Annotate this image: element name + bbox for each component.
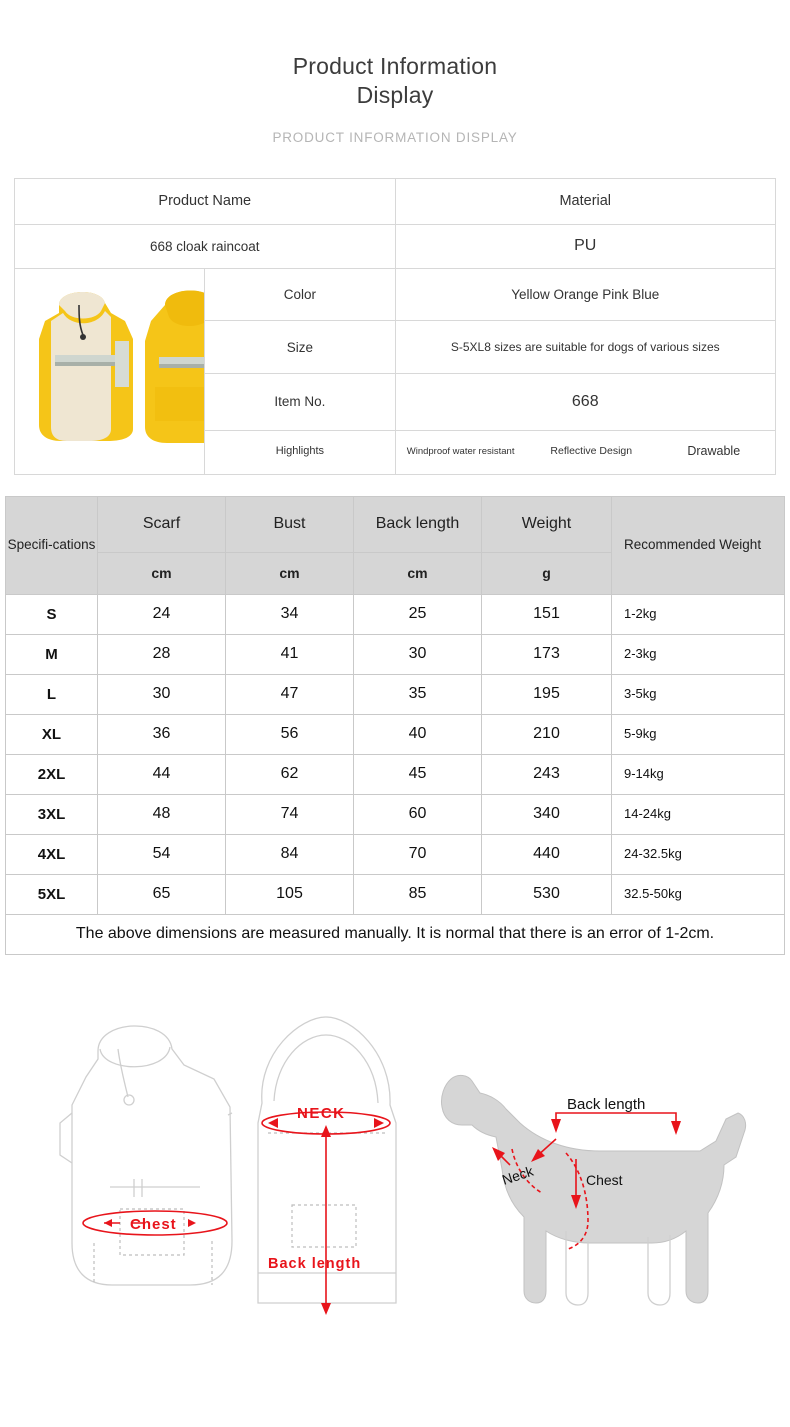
table-row	[6, 754, 785, 794]
col-header-specifications	[6, 496, 98, 594]
cell-size: L	[6, 674, 98, 714]
unit-back-length: cm	[354, 552, 482, 594]
cell-weight: 195	[482, 674, 612, 714]
cell-weight: 530	[482, 874, 612, 914]
page-title: Product Information Display	[292, 53, 498, 108]
cell-back: 70	[354, 834, 482, 874]
col-header-back-length: Back length	[354, 496, 482, 552]
highlight-item: Reflective Design	[550, 445, 633, 458]
table-header-row	[6, 496, 785, 552]
table-row	[15, 268, 776, 321]
cell-size: 4XL	[6, 834, 98, 874]
table-row	[6, 794, 785, 834]
table-row	[6, 674, 785, 714]
table-row	[6, 874, 785, 914]
coat-back-diagram	[258, 1017, 396, 1315]
highlight-item: Drawable	[687, 444, 741, 459]
highlight-item: Windproof water resistant	[406, 446, 515, 458]
cell-bust: 47	[226, 674, 354, 714]
measurement-note: The above dimensions are measured manually. It is normal that there is an error of 1-2cm.	[6, 914, 785, 954]
table-row	[6, 634, 785, 674]
highlights-value	[395, 430, 776, 474]
cell-scarf: 48	[98, 794, 226, 834]
cell-weight: 243	[482, 754, 612, 794]
svg-text:NECK: NECK	[297, 1104, 346, 1122]
svg-text:Back length: Back length	[567, 1095, 646, 1113]
unit-scarf: cm	[98, 552, 226, 594]
cell-size: S	[6, 594, 98, 634]
svg-text:Neck: Neck	[499, 1162, 536, 1188]
svg-text:Chest: Chest	[586, 1171, 623, 1188]
cell-back: 40	[354, 714, 482, 754]
product-info-table	[14, 178, 776, 475]
cell-size: XL	[6, 714, 98, 754]
cell-back: 25	[354, 594, 482, 634]
cell-recommended: 5-9kg	[612, 714, 785, 754]
cell-size: 5XL	[6, 874, 98, 914]
cell-scarf: 44	[98, 754, 226, 794]
unit-bust: cm	[226, 552, 354, 594]
svg-text:Chest: Chest	[130, 1215, 177, 1233]
size-value: S-5XL8 sizes are suitable for dogs of various sizes	[395, 321, 776, 374]
cell-weight: 440	[482, 834, 612, 874]
col-header-specifications-label: Specifi-cations	[7, 536, 96, 552]
cell-bust: 84	[226, 834, 354, 874]
cell-back: 85	[354, 874, 482, 914]
cell-recommended: 14-24kg	[612, 794, 785, 834]
item-no-value: 668	[395, 373, 776, 430]
material-header: Material	[395, 178, 776, 224]
cell-recommended: 1-2kg	[612, 594, 785, 634]
cell-weight: 151	[482, 594, 612, 634]
cell-bust: 74	[226, 794, 354, 834]
cell-bust: 62	[226, 754, 354, 794]
size-table-body	[6, 594, 785, 954]
table-row	[6, 594, 785, 634]
cell-weight: 210	[482, 714, 612, 754]
cell-scarf: 65	[98, 874, 226, 914]
product-image	[15, 269, 204, 474]
highlights-label: Highlights	[205, 430, 395, 474]
size-table-head	[6, 496, 785, 594]
cell-scarf: 24	[98, 594, 226, 634]
cell-back: 45	[354, 754, 482, 794]
col-header-weight: Weight	[482, 496, 612, 552]
cell-weight: 173	[482, 634, 612, 674]
cell-scarf: 30	[98, 674, 226, 714]
material-value: PU	[395, 224, 776, 268]
svg-text:Back length: Back length	[268, 1255, 362, 1272]
coat-front-diagram	[60, 1025, 232, 1284]
cell-size: 3XL	[6, 794, 98, 834]
cell-scarf: 54	[98, 834, 226, 874]
cell-scarf: 36	[98, 714, 226, 754]
cell-back: 60	[354, 794, 482, 834]
cell-size: 2XL	[6, 754, 98, 794]
page-subtitle: PRODUCT INFORMATION DISPLAY	[272, 129, 518, 145]
col-header-bust: Bust	[226, 496, 354, 552]
table-row	[15, 224, 776, 268]
table-row	[15, 178, 776, 224]
product-image-cell	[15, 268, 205, 474]
cell-recommended: 9-14kg	[612, 754, 785, 794]
cell-size: M	[6, 634, 98, 674]
cell-recommended: 32.5-50kg	[612, 874, 785, 914]
cell-bust: 56	[226, 714, 354, 754]
cell-bust: 105	[226, 874, 354, 914]
raincoat-illustration	[15, 269, 204, 474]
measurement-diagrams	[0, 973, 790, 1333]
cell-back: 30	[354, 634, 482, 674]
unit-weight: g	[482, 552, 612, 594]
cell-recommended: 3-5kg	[612, 674, 785, 714]
cell-recommended: 24-32.5kg	[612, 834, 785, 874]
table-row	[6, 714, 785, 754]
cell-scarf: 28	[98, 634, 226, 674]
page-header	[0, 0, 790, 145]
dog-diagram	[441, 1075, 745, 1305]
table-row	[6, 834, 785, 874]
size-label: Size	[205, 321, 395, 374]
cell-back: 35	[354, 674, 482, 714]
cell-bust: 41	[226, 634, 354, 674]
product-name-value: 668 cloak raincoat	[15, 224, 396, 268]
cell-weight: 340	[482, 794, 612, 834]
cell-bust: 34	[226, 594, 354, 634]
color-label: Color	[205, 268, 395, 321]
size-specification-table	[5, 496, 785, 955]
item-no-label: Item No.	[205, 373, 395, 430]
product-name-header: Product Name	[15, 178, 396, 224]
table-note-row	[6, 914, 785, 954]
measurement-diagram-svg	[0, 973, 790, 1333]
col-header-recommended-weight: Recommended Weight	[612, 496, 785, 594]
color-value: Yellow Orange Pink Blue	[395, 268, 776, 321]
cell-recommended: 2-3kg	[612, 634, 785, 674]
col-header-scarf: Scarf	[98, 496, 226, 552]
